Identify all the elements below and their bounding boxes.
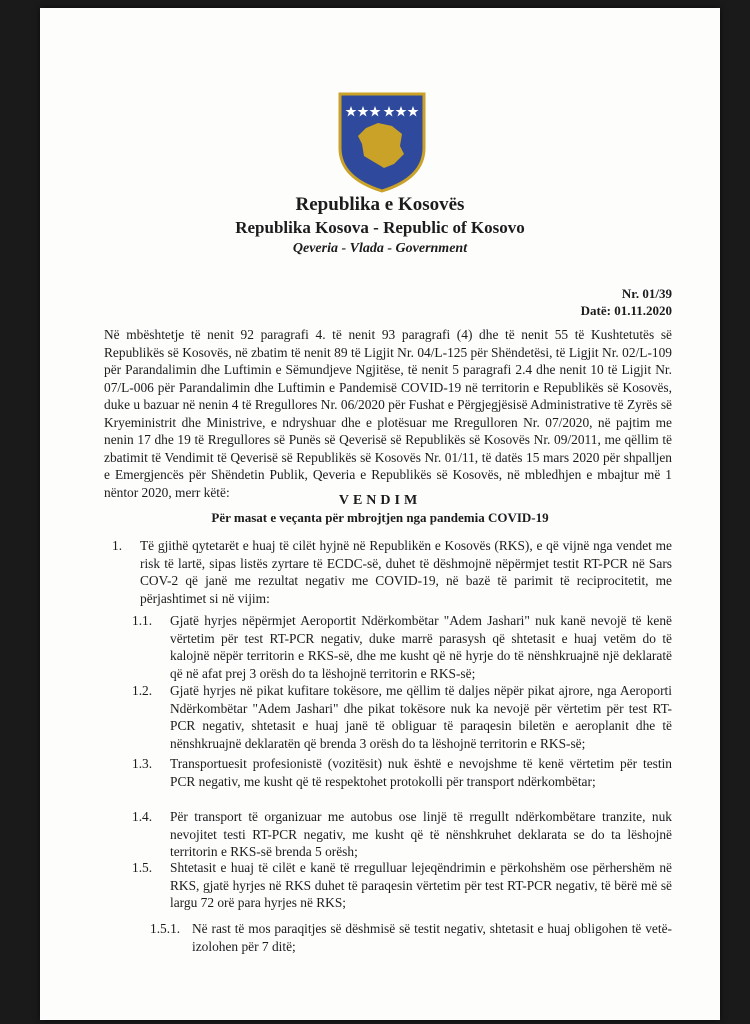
list-item: Transportuesit profesionistë (vozitësit) nuk është e nevojshme të kenë vërtetim për testin PCR negativ, me kusht që të respektohet protokolli për transport ndërkombëtar; [170, 756, 672, 789]
list-item: Të gjithë qytetarët e huaj të cilët hyjnë në Republikën e Kosovës (RKS), e që vijnë nga vendet me risk të lartë, sipas listës zyrtare të ECDC-së, duhet të dëshmojnë nëpërmjet testit RT-PCR në Sars COV-2 që janë me rezultat negativ me COVID-19, në bazë të parimit të reciprocitetit, me përjashtimet si në vijim: [140, 538, 672, 606]
list-item: Gjatë hyrjes në pikat kufitare tokësore, me qëllim të daljes nëpër pikat ajrore, nga Aeroporti Ndërkombëtar "Adem Jashari" dhe pikat tokësore nuk ka nevojë për vërtetim për test RT- PCR negativ, shtetasit e huaj janë të obliguar të paraqesin biletën e aeroplanit dhe të nënshkruajnë deklaratën që brenda 3 orësh do ta lëshojnë territorin e RKS-së; [170, 683, 672, 751]
item-number: 1.4. [132, 809, 153, 824]
document-date: Datë: 01.11.2020 [580, 303, 672, 318]
header-government: Qeveria - Vlada - Government [292, 241, 468, 256]
decision-subtitle: Për masat e veçanta për mbrojtjen nga pandemia COVID-19 [211, 510, 549, 525]
list-item: Shtetasit e huaj të cilët e kanë të rregulluar lejeqëndrimin e përkohshëm ose përhershëm në RKS, gjatë hyrjes në RKS duhet të paraqesin vërtetim për test RT-PCR negativ, të bërë më së largu 72 orë para hyrjes në RKS; [170, 860, 672, 910]
item-number: 1.5. [132, 860, 153, 875]
item-number: 1.5.1. [150, 921, 181, 936]
item-number: 1. [112, 538, 123, 553]
header-republic-albanian: Republika e Kosovës [295, 194, 465, 215]
document-number: Nr. 01/39 [621, 286, 672, 301]
list-item: Gjatë hyrjes nëpërmjet Aeroportit Ndërkombëtar "Adem Jashari" nuk kanë nevojë të kenë vërtetim për test RT-PCR negativ, duke marrë parasysh që shtetasit e huaj vetëm do të kalojnë nëpër territorin e RKS-së, dhe me kusht që në hyrje do të nënshkruajnë një deklaratë që në afat prej 3 orësh do ta lëshojnë territorin e RKS-së; [170, 613, 672, 681]
document-page [40, 8, 720, 1020]
kosovo-coat-of-arms-icon [336, 90, 428, 194]
item-number: 1.1. [132, 613, 153, 628]
decision-title: VENDIM [338, 493, 422, 508]
intro-paragraph: Në mbështetje të nenit 92 paragrafi 4. të nenit 93 paragrafi (4) dhe të nenit 55 të Kushtetutës së Republikës së Kosovës, në zbatim të nenit 89 të Ligjit Nr. 04/L-125 për Shëndetësi, të Ligjit Nr. 02/L-109 për Parandalimin dhe Luftimin e Sëmundjeve Ngjitëse, të nenit 5 paragrafi 2.4 dhe nenit 10 të Ligjit Nr. 07/L-006 për Parandalimin dhe Luftimin e Pandemisë COVID-19 në territorin e Republikës së Kosovës, duke u bazuar në nenin 4 të Rregullores Nr. 06/2020 për Fushat e Përgjegjësisë Administrative të Zyrës së Kryeministrit dhe Ministrive, e ndryshuar dhe e plotësuar me Rregulloren Nr. 07/2020, në pajtim me nenin 17 dhe 19 të Rregullores së Punës së Qeverisë së Republikës së Kosovës Nr. 09/2011, me qëllim të zbatimit të Vendimit të Qeverisë së Republikës së Kosovës Nr. 01/11, të datës 15 mars 2020 për shpalljen e Emergjencës për Shëndetin Publik, Qeveria e Republikës së Kosovës, në mbledhjen e mbajtur më 1 nëntor 2020, merr këtë: [104, 327, 672, 500]
list-item: Në rast të mos paraqitjes së dëshmisë së testit negativ, shtetasit e huaj obligohen të vetë-izolohen për 7 ditë; [192, 921, 672, 954]
header-republic-serbian-english: Republika Kosova - Republic of Kosovo [235, 218, 525, 237]
item-number: 1.3. [132, 756, 153, 771]
item-number: 1.2. [132, 683, 153, 698]
list-item: Për transport të organizuar me autobus ose linjë të rregullt ndërkombëtare tranzite, nuk nevojitet testi RT-PCR negativ, me kusht që të nënshkruhet deklarata se do ta lëshojnë territorin e RKS-së brenda 5 orësh; [170, 809, 672, 859]
